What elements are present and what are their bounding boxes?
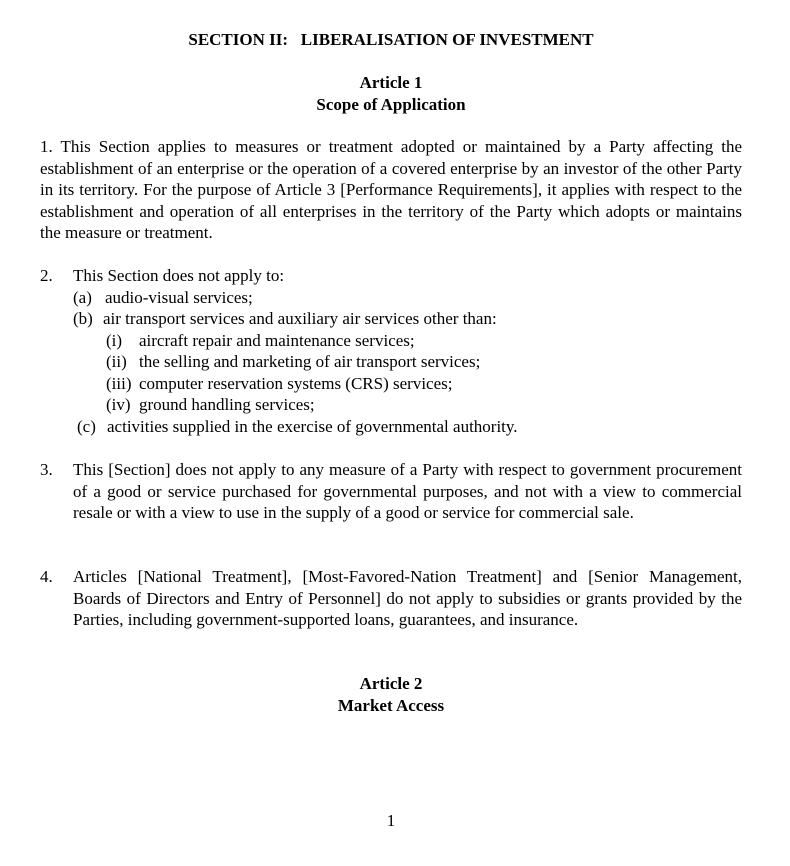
sublist-marker-a: (a) <box>73 287 92 307</box>
paragraph-1: 1. This Section applies to measures or treatment adopted or maintained by a Party affecting the establishment of an enterprise or the operation of a covered enterprise by an investor of the other Party in its territory. For the purpose of Article 3 [Performance Requirements], it applies with respect to the establishment and operation of all enterprises in the territory of the Party which adopts or maintains the measure or treatment. <box>40 137 742 242</box>
roman-text-iii: computer reservation systems (CRS) services; <box>139 373 453 393</box>
sublist-item-b <box>73 308 497 330</box>
item-3-text: This [Section] does not apply to any measure of a Party with respect to government procurement of a good or service purchased for governmental purposes, and not with a view to commercial resale or with a view to use in the supply of a good or service for commercial sale. <box>73 460 742 522</box>
article-2-heading <box>0 673 782 716</box>
sublist-text-a: audio-visual services; <box>105 287 253 307</box>
item-2-sublist <box>73 287 497 330</box>
sublist-item-a <box>73 287 497 309</box>
roman-text-i: aircraft repair and maintenance services; <box>139 330 415 350</box>
sublist-text-c: activities supplied in the exercise of governmental authority. <box>107 416 518 436</box>
item-4-text: Articles [National Treatment], [Most-Favored-Nation Treatment] and [Senior Management, Boards of Directors and Entry of Personnel] do not apply to subsidies or grants provided by the Parties, including government-supported loans, guarantees, and insurance. <box>73 567 742 629</box>
sublist-marker-c: (c) <box>77 416 96 436</box>
roman-marker-iv: (iv) <box>106 395 131 414</box>
sublist-text-b: air transport services and auxiliary air services other than: <box>103 309 497 328</box>
roman-item-i <box>106 330 480 352</box>
page-number: 1 <box>386 811 396 830</box>
roman-marker-iii: (iii) <box>106 373 132 393</box>
sublist-marker-b: (b) <box>73 309 93 328</box>
item-2-sublist-c <box>77 416 518 438</box>
article-2-number: Article 2 <box>359 674 423 693</box>
item-3-number: 3. <box>40 460 53 479</box>
item-2-roman-sublist <box>106 330 480 416</box>
article-1-heading <box>0 72 782 115</box>
article-1-title: Scope of Application <box>316 94 466 114</box>
roman-text-iv: ground handling services; <box>139 395 315 414</box>
roman-item-ii <box>106 351 480 373</box>
roman-item-iv <box>106 394 480 416</box>
roman-marker-i: (i) <box>106 330 123 350</box>
item-2-number: 2. <box>40 266 53 285</box>
section-title: SECTION II: LIBERALISATION OF INVESTMENT <box>188 30 594 49</box>
item-2-text: This Section does not apply to: <box>73 266 285 285</box>
article-2-title: Market Access <box>337 695 445 715</box>
roman-item-iii <box>106 373 480 395</box>
roman-marker-ii: (ii) <box>106 352 127 371</box>
article-1-number: Article 1 <box>359 73 423 92</box>
item-4-number: 4. <box>40 567 53 586</box>
sublist-item-c <box>77 416 518 438</box>
roman-text-ii: the selling and marketing of air transport services; <box>139 352 481 371</box>
